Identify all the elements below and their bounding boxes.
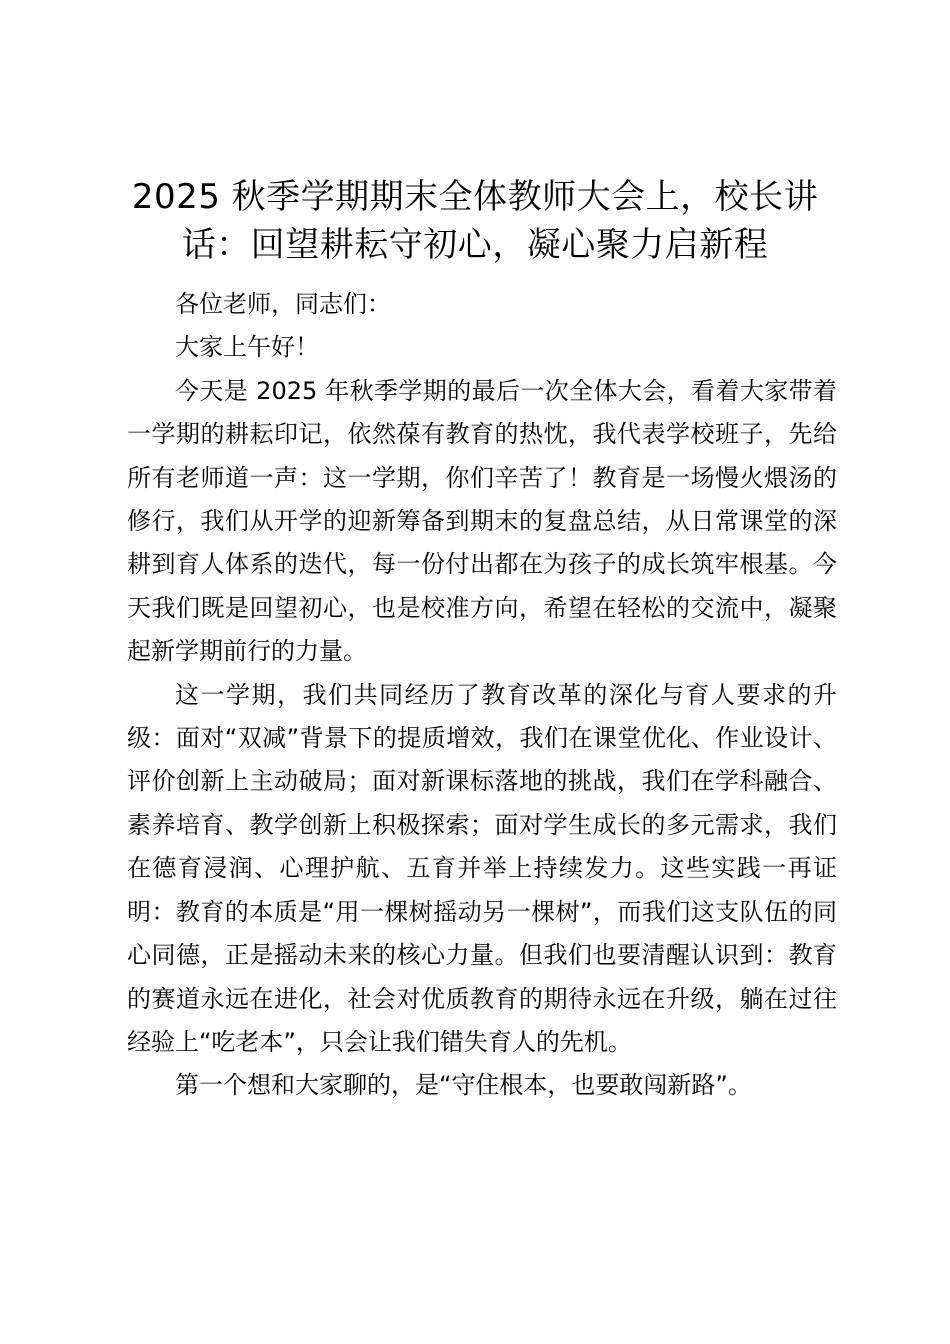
document-title: 2025 秋季学期期末全体教师大会上，校长讲话：回望耕耘守初心，凝心聚力启新程 bbox=[131, 177, 819, 265]
first-topic-paragraph: 第一个想和大家聊的，是“守住根本，也要敢闯新路”。 bbox=[175, 1071, 752, 1100]
review-paragraph: 这一学期，我们共同经历了教育改革的深化与育人要求的升级：面对“双减”背景下的提质增效，我们在课堂优化、作业设计、评价创新上主动破局；面对新课标落地的挑战，我们在学科融合、素养培育、教学创新上积极探索；面对学生成长的多元需求，我们在德育浸润、心理护航、五育并举上持续发力。这些实践一再证明：教育的本质是“用一棵树摇动另一棵树”，而我们这支队伍的同心同德，正是摇动未来的核心力量。但我们也要清醒认识到：教育的赛道永远在进化，社会对优质教育的期待永远在升级，躺在过往经验上“吃老本”，只会让我们错失育人的先机。 bbox=[127, 680, 837, 1056]
salutation-paragraph: 各位老师，同志们： bbox=[175, 290, 391, 318]
greeting-paragraph: 大家上午好！ bbox=[175, 333, 319, 362]
document-body bbox=[127, 283, 837, 1108]
intro-paragraph: 今天是 2025 年秋季学期的最后一次全体大会，看着大家带着一学期的耕耘印记，依然葆有教育的热忱，我代表学校班子，先给所有老师道一声：这一学期，你们辛苦了！教育是一场慢火煨汤的修行，我们从开学的迎新筹备到期末的复盘总结，从日常课堂的深耕到育人体系的迭代，每一份付出都在为孩子的成长筑牢根基。今天我们既是回望初心，也是校准方向，希望在轻松的交流中，凝聚起新学期前行的力量。 bbox=[127, 376, 837, 666]
